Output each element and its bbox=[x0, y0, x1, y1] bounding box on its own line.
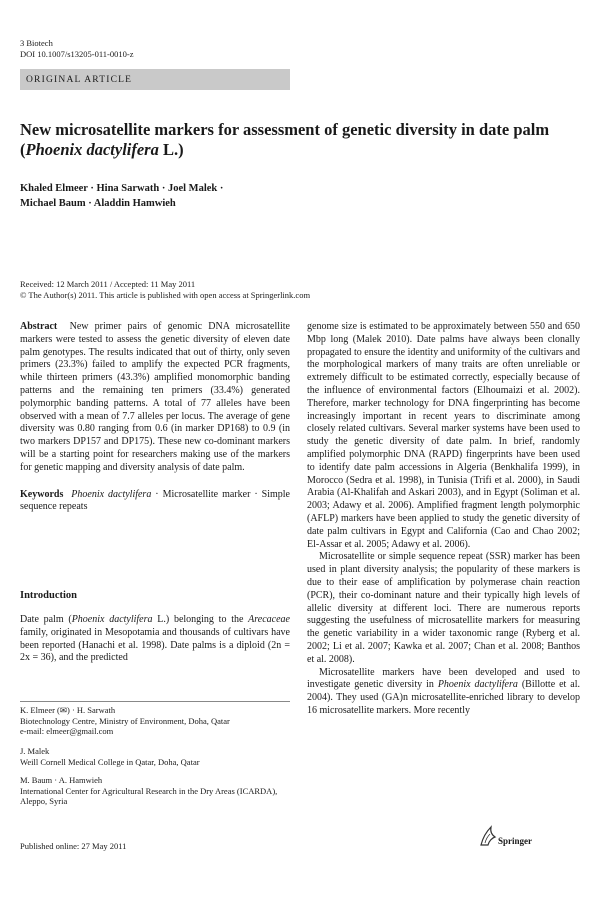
right-paragraph-3: Microsatellite markers have been developed and used to investigate genetic diversity in Phoenix dactylifera (Billotte et al. 2004). They used (GA)n microsatellite-enriched library to develop 16 microsatellite markers. More recently bbox=[307, 666, 580, 716]
published-online-date: Published online: 27 May 2011 bbox=[20, 841, 127, 851]
affiliation-2: J. Malek Weill Cornell Medical College in Qatar, Doha, Qatar bbox=[20, 746, 200, 767]
keywords-species: Phoenix dactylifera bbox=[71, 488, 152, 500]
springer-wordmark: Springer bbox=[498, 836, 533, 846]
affiliation-3: M. Baum · A. Hamwieh International Center for Agricultural Research in the Dry Areas (ICARDA), Aleppo, Syria bbox=[20, 775, 278, 806]
doi: DOI 10.1007/s13205-011-0010-z bbox=[20, 49, 134, 59]
affiliation-1: K. Elmeer (✉) · H. Sarwath Biotechnology Centre, Ministry of Environment, Doha, Qatar e-mail: elmeer@gmail.com bbox=[20, 705, 290, 737]
author-list bbox=[20, 181, 420, 211]
springer-horse-icon bbox=[477, 823, 499, 849]
article-type-band bbox=[20, 69, 290, 90]
keywords-line bbox=[20, 489, 290, 515]
abstract-heading: Abstract bbox=[20, 321, 58, 332]
authors-line-1: Khaled Elmeer · Hina Sarwath · Joel Malek · bbox=[20, 183, 224, 194]
authors-line-2: Michael Baum · Aladdin Hamwieh bbox=[20, 198, 176, 209]
journal-name: 3 Biotech bbox=[20, 38, 53, 48]
introduction-heading: Introduction bbox=[20, 590, 77, 601]
introduction-paragraph: Date palm (Phoenix dactylifera L.) belonging to the Arecaceae family, originated in Mesopotamia and thousands of cultivars have been reported (Hanachi et al. 1998). Date palms is a diploid (2n = 2x = 36), and the predicted bbox=[20, 614, 290, 664]
paper-title: New microsatellite markers for assessment of genetic diversity in date palm (Phoenix dactylifera L.) bbox=[20, 120, 550, 159]
keywords-heading: Keywords bbox=[20, 488, 64, 500]
abstract-section bbox=[20, 321, 290, 514]
abstract-text: New primer pairs of genomic DNA microsatellite markers were tested to assess the genetic diversity of eleven date palm genotypes. The results indicated that out of thirty, only seven primers (23.3%) failed to amplify the expected PCR fragments, while thirteen primers (43.3%) amplified monomorphic banding patterns and the remaining ten primers (33.4%) generated polymorphic banding patterns. A total of 77 alleles have been observed with a mean of 7.7 alleles per locus. The average of gene diversity was 0.80 ranging from 0.6 (in marker DP168) to 0.9 (in two markers DP157 and DP175). These new co-dominant markers will be a starting point for researchers making use of the markers for genetic mapping and diversity analysis of date palm. bbox=[20, 321, 290, 473]
title-species: Phoenix dactylifera bbox=[25, 140, 159, 159]
copyright-notice: © The Author(s) 2011. This article is published with open access at Springerlink.com bbox=[20, 290, 311, 300]
keywords-text: · Microsatellite marker · Simple sequence repeats bbox=[20, 488, 290, 513]
right-paragraph-1: genome size is estimated to be approximately between 550 and 650 Mbp long (Malek 2010). Date palms have always been clonally propagated to ensure the identity and uniformity of the cultivars and the morphological markers of many traits are often unreliable or extremely difficult to be estimated correctly, especially because of the influence of environmental factors (Elhoumaizi et al. 2002). Therefore, marker technology for DNA fingerprinting has become increasingly important in recent years to discriminate among closely related cultivars. Several marker systems have been used to study the genetic diversity of date palm. In brief, randomly amplified polymorphic DNA (RAPD) fingerprints have been used to identify date palm accessions in Algeria (Benkhalifa 1999), in Morocco (Sedra et al. 1998), in Tunisia (Trifi et al. 2000), in Saudi Arabia (Al-Khalifah and Askari 2003), and in Egypt (Soliman et al. 2003; Adawy et al. 2006). Amplified fragment length polymorphic (AFLP) markers have been applied to study the genetic diversity of date palm cultivars in Egypt and California (Cao and Chao 2002; El-Assar et al. 2005; Adawy et al. 2006). bbox=[307, 321, 580, 550]
right-paragraph-2: Microsatellite or simple sequence repeat (SSR) marker has been used in plant diversity analysis; the popularity of these markers is due to their ease of amplification by polymerase chain reaction (PCR), their co-dominant nature and their typically high levels of allelic diversity at different loci. There are numerous reports suggesting the usefulness of microsatellite markers for measuring the genetic variability in a wider taxonomic range (Ryberg et al. 2002; Li et al. 2007; Kawka et al. 2007; Chan et al. 2008; Banthos et al. 2008). bbox=[307, 551, 580, 665]
received-accepted-dates: Received: 12 March 2011 / Accepted: 11 May 2011 bbox=[20, 279, 196, 289]
article-type-label: ORIGINAL ARTICLE bbox=[26, 74, 133, 85]
right-column-body bbox=[307, 321, 580, 718]
contact-email: e-mail: elmeer@gmail.com bbox=[20, 726, 114, 736]
affiliation-divider bbox=[20, 701, 290, 702]
